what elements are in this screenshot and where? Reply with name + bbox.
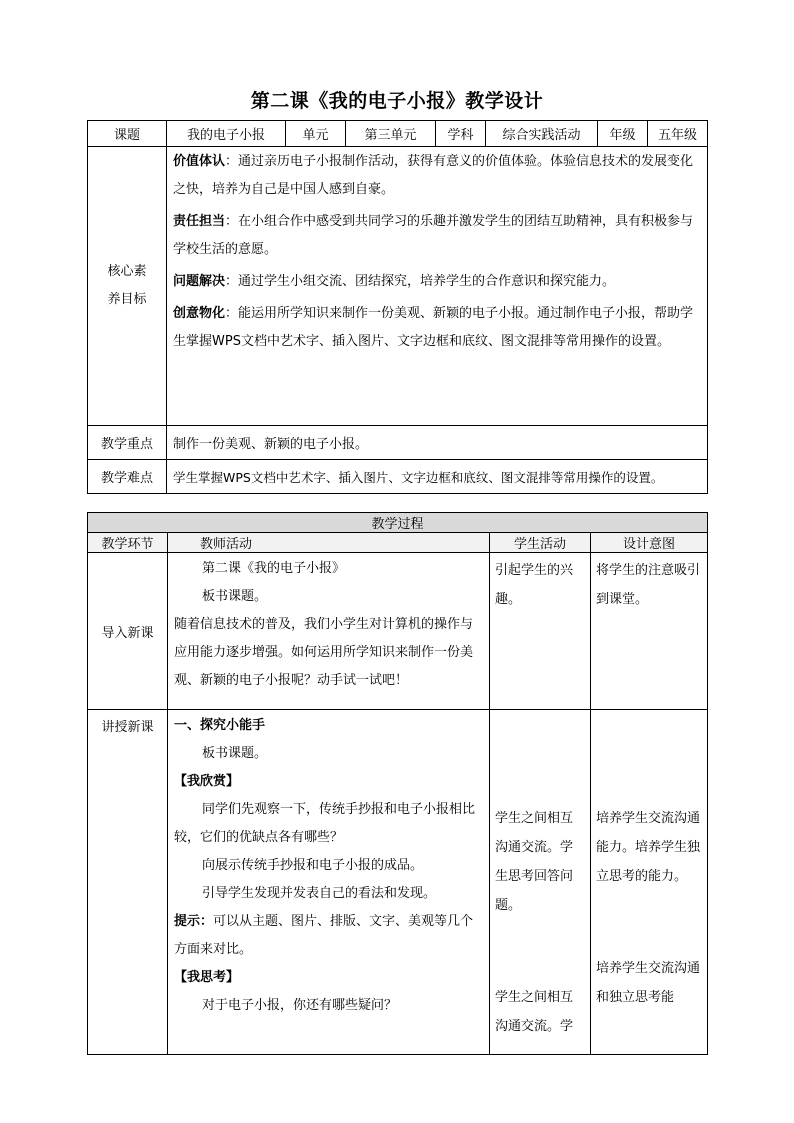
core-goals-content — [167, 147, 708, 426]
core-goal-item: 创意物化：能运用所学知识来制作一份美观、新颖的电子小报。通过制作电子小报，帮助学生掌握WPS文档中艺术字、插入图片、文字边框和底纹、图文混排等常用操作的设置。 — [173, 306, 694, 349]
student-note: 学生之间相互沟通交流。学 — [495, 990, 574, 1034]
core-goals-label — [88, 147, 167, 426]
core-label-line-2: 养目标 — [107, 292, 147, 307]
intro-teacher-activity — [168, 553, 490, 710]
teach-line: 【我思考】 — [174, 970, 240, 985]
lesson-info-table — [87, 120, 708, 494]
lesson-value: 我的电子小报 — [167, 121, 286, 147]
intro-line: 随着信息技术的普及，我们小学生对计算机的操作与应用能力逐步增强。如何运用所学知识来制作一份美观、新颖的电子小报呢？动手试一试吧！ — [174, 617, 474, 688]
key-point-value: 制作一份美观、新颖的电子小报。 — [167, 426, 708, 460]
teach-line: 引导学生发现并发表自己的看法和发现。 — [202, 886, 437, 901]
unit-label: 单元 — [286, 121, 346, 147]
key-point-label: 教学重点 — [88, 426, 167, 460]
grade-label: 年级 — [598, 121, 648, 147]
intro-line: 第二课《我的电子小报》 — [202, 561, 346, 576]
teach-line: 向展示传统手抄报和电子小报的成品。 — [202, 858, 424, 873]
col-stage-header: 教学环节 — [88, 533, 168, 553]
lesson-label: 课题 — [88, 121, 167, 147]
teach-teacher-activity — [168, 710, 490, 1055]
teach-student-activity — [490, 710, 591, 1055]
core-goal-item: 价值体认：通过亲历电子小报制作活动，获得有意义的价值体验。体验信息技术的发展变化之快，培养为自己是中国人感到自豪。 — [173, 154, 694, 197]
intro-line: 板书课题。 — [202, 589, 268, 604]
col-intent-header: 设计意图 — [591, 533, 708, 553]
teach-line: 同学们先观察一下，传统手抄报和电子小报相比较，它们的优缺点各有哪些？ — [174, 802, 476, 845]
teach-line: 【我欣赏】 — [174, 774, 240, 789]
table-row — [88, 710, 708, 1055]
intent-note: 培养学生交流沟通和独立思考能 — [596, 961, 701, 1005]
teach-line: 板书课题。 — [202, 746, 268, 761]
subject-label: 学科 — [436, 121, 486, 147]
document-title: 第二课《我的电子小报》教学设计 — [250, 90, 544, 112]
difficulty-label: 教学难点 — [88, 460, 167, 494]
stage-intro: 导入新课 — [88, 553, 168, 710]
stage-teach: 讲授新课 — [88, 710, 168, 1055]
teach-line: 一、探究小能手 — [174, 718, 266, 733]
table-row — [88, 553, 708, 710]
core-goal-item: 责任担当：在小组合作中感受到共同学习的乐趣并激发学生的团结互助精神，具有积极参与学校生活的意愿。 — [173, 214, 694, 257]
core-label-line-1: 核心素 — [107, 264, 147, 279]
grade-value: 五年级 — [648, 121, 708, 147]
student-note: 学生之间相互沟通交流。学生思考回答问题。 — [495, 811, 574, 913]
intro-student-activity: 引起学生的兴趣。 — [490, 553, 591, 710]
teach-line: 对于电子小报，你还有哪些疑问？ — [202, 998, 398, 1013]
intro-design-intent: 将学生的注意吸引到课堂。 — [591, 553, 708, 710]
unit-value: 第三单元 — [346, 121, 436, 147]
core-goal-item: 问题解决：通过学生小组交流、团结探究，培养学生的合作意识和探究能力。 — [173, 274, 616, 289]
process-header: 教学过程 — [88, 513, 708, 533]
teach-design-intent — [591, 710, 708, 1055]
col-student-header: 学生活动 — [490, 533, 591, 553]
teaching-process-table — [87, 512, 708, 1055]
difficulty-value: 学生掌握WPS文档中艺术字、插入图片、文字边框和底纹、图文混排等常用操作的设置。 — [167, 460, 708, 494]
teach-line: 提示：可以从主题、图片、排版、文字、美观等几个方面来对比。 — [174, 914, 474, 957]
intent-note: 培养学生交流沟通能力。培养学生独立思考的能力。 — [596, 811, 701, 884]
subject-value: 综合实践活动 — [486, 121, 598, 147]
col-teacher-header: 教师活动 — [168, 533, 490, 553]
